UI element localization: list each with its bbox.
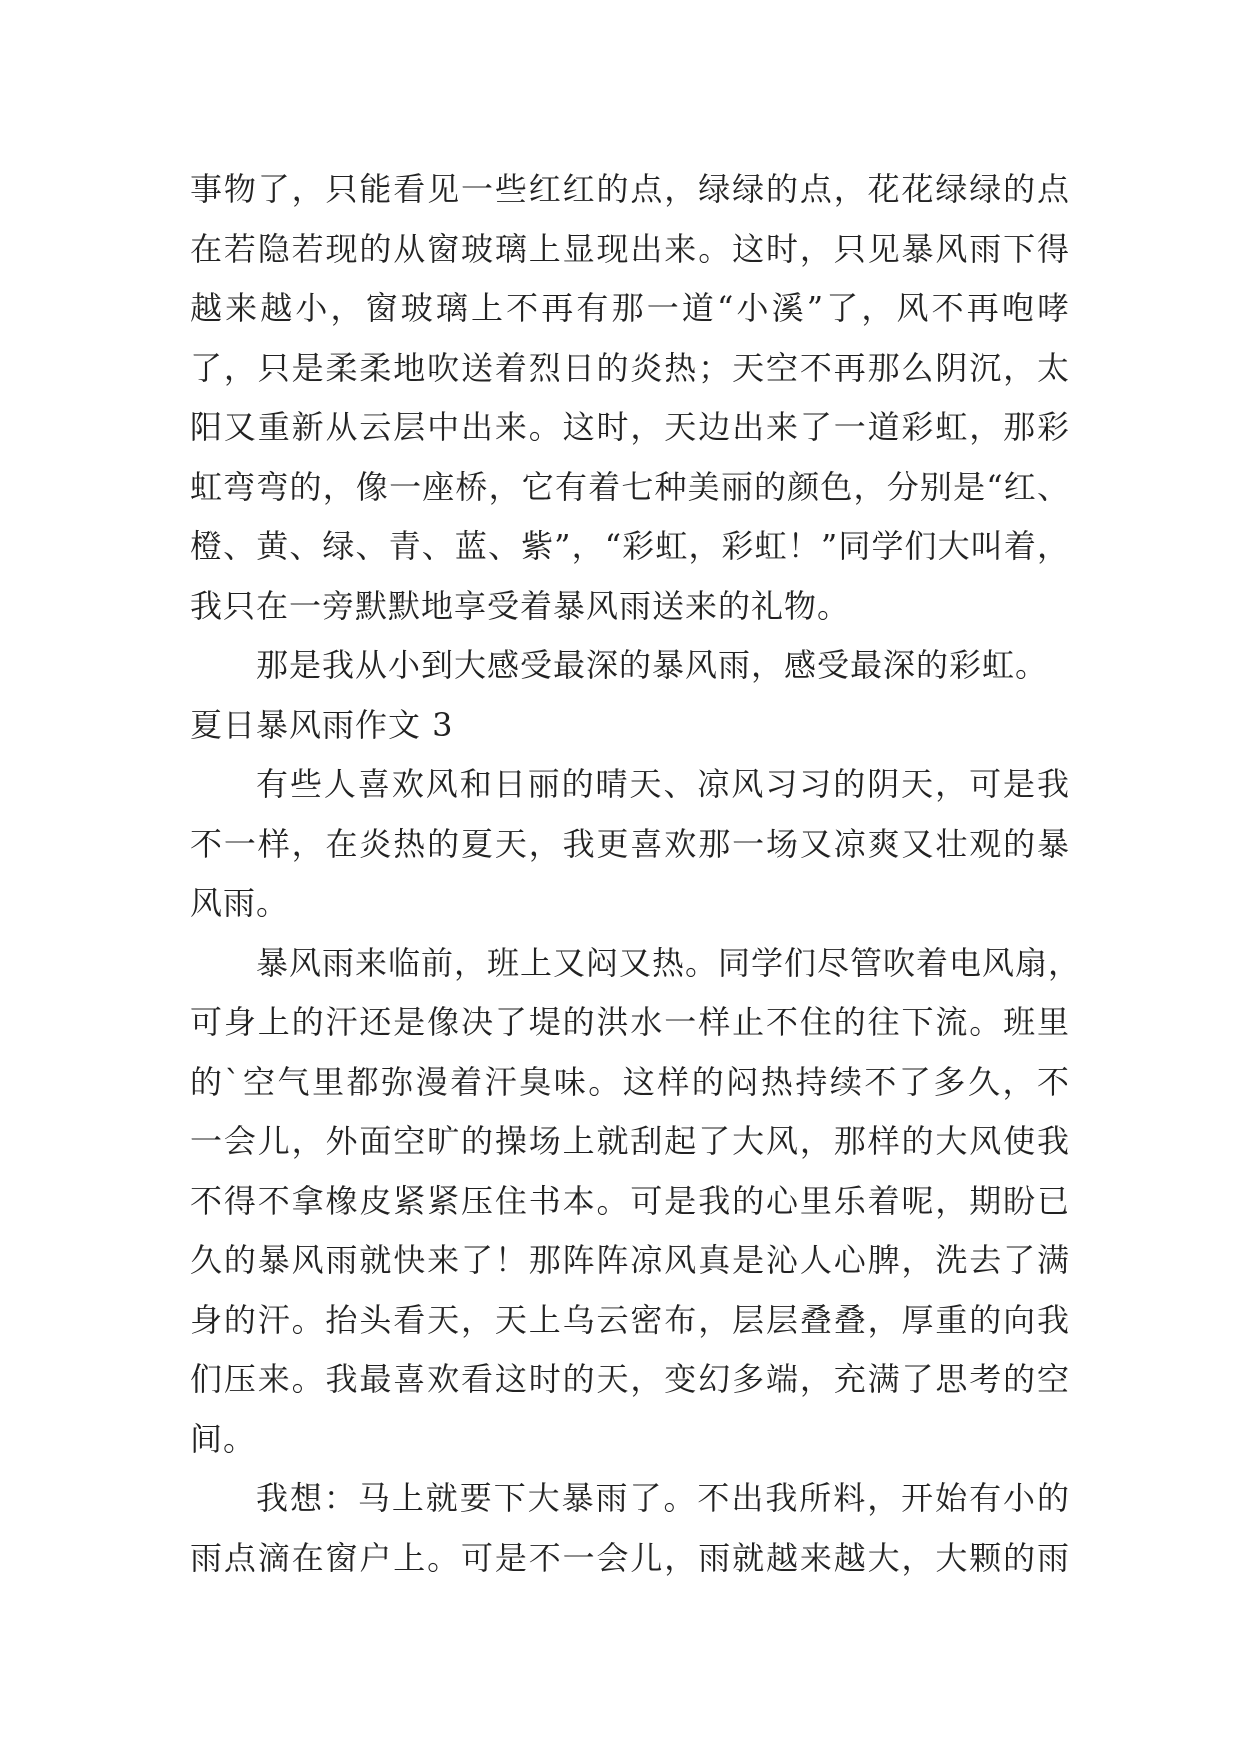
text-line: 阳又重新从云层中出来。这时，天边出来了一道彩虹，那彩 (190, 408, 1070, 446)
text-line: 一会儿，外面空旷的操场上就刮起了大风，那样的大风使我 (190, 1122, 1070, 1160)
text-line: 在若隐若现的从窗玻璃上显现出来。这时，只见暴风雨下得 (190, 229, 1070, 268)
text-line: 了，只是柔柔地吹送着烈日的炎热；天空不再那么阴沉，太 (190, 348, 1070, 387)
section-heading: 夏日暴风雨作文 3 (190, 705, 454, 744)
text-line: 我只在一旁默默地享受着暴风雨送来的礼物。 (190, 586, 851, 625)
text-line: 的`空气里都弥漫着汗臭味。这样的闷热持续不了多久，不 (190, 1062, 1070, 1101)
text-line: 虹弯弯的，像一座桥，它有着七种美丽的颜色，分别是“红、 (190, 467, 1070, 506)
text-line: 越来越小，窗玻璃上不再有那一道“小溪”了，风不再咆哮 (190, 289, 1070, 327)
text-line: 事物了，只能看见一些红红的点，绿绿的点，花花绿绿的点 (190, 170, 1070, 208)
text-line: 久的暴风雨就快来了！那阵阵凉风真是沁人心脾，洗去了满 (190, 1241, 1070, 1279)
text-line: 雨点滴在窗户上。可是不一会儿，雨就越来越大，大颗的雨 (190, 1538, 1070, 1577)
text-line: 身的汗。抬头看天，天上乌云密布，层层叠叠，厚重的向我 (190, 1300, 1070, 1339)
text-line: 可身上的汗还是像决了堤的洪水一样止不住的往下流。班里 (190, 1003, 1070, 1041)
text-line: 我想：马上就要下大暴雨了。不出我所料，开始有小的 (256, 1479, 1070, 1517)
text-line: 不一样，在炎热的夏天，我更喜欢那一场又凉爽又壮观的暴 (190, 824, 1070, 863)
text-line: 橙、黄、绿、青、蓝、紫”，“彩虹，彩虹！”同学们大叫着， (190, 527, 1070, 565)
text-line: 不得不拿橡皮紧紧压住书本。可是我的心里乐着呢，期盼已 (190, 1181, 1070, 1220)
text-line: 风雨。 (190, 884, 290, 922)
essay-body (190, 160, 1082, 1588)
text-line: 们压来。我最喜欢看这时的天，变幻多端，充满了思考的空 (190, 1360, 1070, 1398)
text-line: 那是我从小到大感受最深的暴风雨，感受最深的彩虹。 (256, 646, 1049, 684)
text-line: 暴风雨来临前，班上又闷又热。同学们尽管吹着电风扇， (256, 943, 1082, 982)
text-line: 有些人喜欢风和日丽的晴天、凉风习习的阴天，可是我 (256, 765, 1070, 803)
text-line: 间。 (190, 1419, 257, 1458)
